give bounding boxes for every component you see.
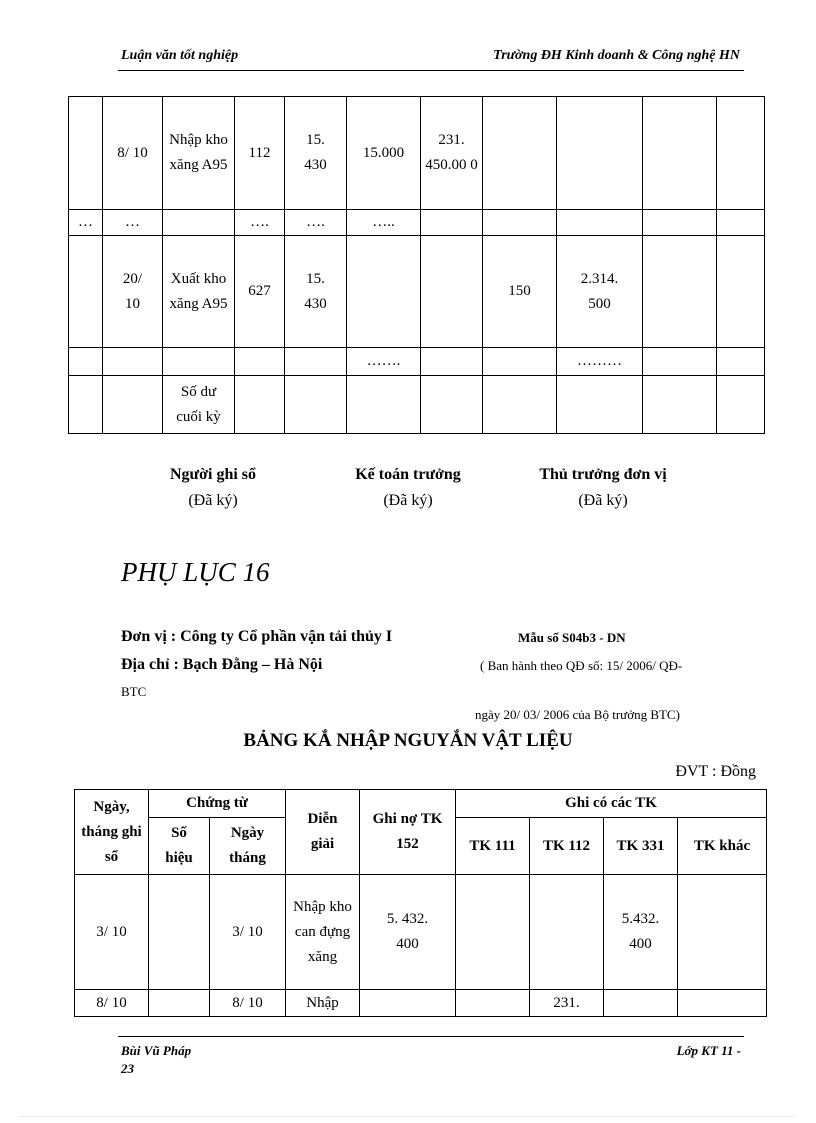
form-number: Mẫu số S04b3 - DN (518, 630, 626, 645)
signature-chief-accountant (328, 462, 488, 514)
cell (717, 376, 765, 434)
col-header-tk-other: TK khác (678, 818, 767, 875)
company-btc: BTC (121, 684, 147, 699)
cell (421, 210, 483, 236)
page-edge (20, 1116, 796, 1117)
cell (643, 236, 717, 348)
cell (483, 348, 557, 376)
cell (643, 376, 717, 434)
cell: 627 (235, 236, 285, 348)
cell: Xuất kho xăng A95 (163, 236, 235, 348)
cell (717, 236, 765, 348)
cell (421, 348, 483, 376)
table-body (75, 875, 767, 1017)
cell: 8/ 10 (75, 990, 149, 1017)
header-row (75, 790, 767, 818)
cell (347, 236, 421, 348)
cell: 112 (235, 97, 285, 210)
header-left: Luận văn tốt nghiệp (121, 48, 239, 63)
materials-table (74, 789, 767, 1017)
table-row (69, 236, 765, 348)
signature-unit-head (513, 462, 693, 514)
company-address: Địa chỉ : Bạch Đằng – Hà Nội (121, 656, 323, 673)
cell (678, 875, 767, 990)
table-row (75, 875, 767, 990)
cell: 15. 430 (285, 97, 347, 210)
cell: …. (235, 210, 285, 236)
cell: 20/ 10 (103, 236, 163, 348)
cell (163, 348, 235, 376)
cell (678, 990, 767, 1017)
cell: ……. (347, 348, 421, 376)
cell: …. (285, 210, 347, 236)
table-row (69, 348, 765, 376)
currency-unit: ĐVT : Đồng (675, 763, 756, 780)
cell (643, 348, 717, 376)
cell (643, 97, 717, 210)
cell: Nhập kho xăng A95 (163, 97, 235, 210)
footer-rule (118, 1036, 744, 1037)
cell: Nhập kho can đựng xăng (286, 875, 360, 990)
cell (604, 990, 678, 1017)
issued-by: ( Ban hành theo QĐ số: 15/ 2006/ QĐ- (480, 658, 683, 673)
cell (103, 376, 163, 434)
ledger-body (69, 97, 765, 434)
cell: 15.000 (347, 97, 421, 210)
table-row (69, 376, 765, 434)
cell (163, 210, 235, 236)
col-header-description: Diễn giải (286, 790, 360, 875)
col-header-credit: Ghi có các TK (456, 790, 767, 818)
cell (483, 210, 557, 236)
cell (483, 97, 557, 210)
cell (235, 348, 285, 376)
table-head (75, 790, 767, 875)
table-row (69, 97, 765, 210)
cell: ….. (347, 210, 421, 236)
footer-class: Lớp KT 11 - (676, 1043, 741, 1058)
cell: 2.314. 500 (557, 236, 643, 348)
cell (149, 990, 210, 1017)
col-header-tk112: TK 112 (530, 818, 604, 875)
cell (557, 376, 643, 434)
cell: 231. (530, 990, 604, 1017)
cell (285, 376, 347, 434)
cell (456, 875, 530, 990)
signature-status: (Đã ký) (188, 492, 238, 509)
cell: 8/ 10 (103, 97, 163, 210)
cell: 150 (483, 236, 557, 348)
col-header-tk331: TK 331 (604, 818, 678, 875)
cell (69, 376, 103, 434)
header-rule (118, 70, 744, 71)
cell (643, 210, 717, 236)
table-title: BẢNG KẮ NHẬP NGUYẮN VẬT LIỆU (243, 730, 573, 751)
cell (483, 376, 557, 434)
cell (456, 990, 530, 1017)
cell: 3/ 10 (75, 875, 149, 990)
cell: 5.432. 400 (604, 875, 678, 990)
issued-date: ngày 20/ 03/ 2006 của Bộ trưởng BTC) (475, 707, 680, 722)
header-right: Trường ĐH Kinh doanh & Công nghệ HN (493, 48, 740, 63)
cell (530, 875, 604, 990)
table-row (75, 990, 767, 1017)
signature-recorder (138, 462, 288, 514)
cell: 15. 430 (285, 236, 347, 348)
cell: 231. 450.00 0 (421, 97, 483, 210)
footer-author: Bùi Vũ Pháp (121, 1043, 192, 1058)
cell: … (103, 210, 163, 236)
cell: Nhập (286, 990, 360, 1017)
col-header-voucher: Chứng từ (149, 790, 286, 818)
cell (235, 376, 285, 434)
col-header-tk111: TK 111 (456, 818, 530, 875)
cell (421, 376, 483, 434)
signature-title: Người ghi sổ (169, 466, 257, 483)
col-header-voucher-no: Số hiệu (149, 818, 210, 875)
cell (360, 990, 456, 1017)
signature-status: (Đã ký) (578, 492, 628, 509)
cell (717, 210, 765, 236)
signature-title: Thủ trưởng đơn vị (539, 466, 667, 483)
cell (557, 210, 643, 236)
cell: 5. 432. 400 (360, 875, 456, 990)
table-row (69, 210, 765, 236)
cell: 8/ 10 (210, 990, 286, 1017)
col-header-voucher-date: Ngày tháng (210, 818, 286, 875)
signature-title: Kế toán trưởng (355, 466, 461, 483)
cell (285, 348, 347, 376)
cell: 3/ 10 (210, 875, 286, 990)
company-unit: Đơn vị : Công ty Cổ phần vận tải thủy I (121, 628, 393, 645)
cell (421, 236, 483, 348)
cell (717, 97, 765, 210)
cell: Số dư cuối kỳ (163, 376, 235, 434)
appendix-title: PHỤ LỤC 16 (121, 557, 270, 587)
cell (149, 875, 210, 990)
cell: ……… (557, 348, 643, 376)
cell (103, 348, 163, 376)
cell (347, 376, 421, 434)
cell (717, 348, 765, 376)
col-header-date: Ngày, tháng ghi sổ (75, 790, 149, 875)
footer-page-number: 23 (121, 1061, 134, 1076)
signature-status: (Đã ký) (383, 492, 433, 509)
col-header-debit: Ghi nợ TK 152 (360, 790, 456, 875)
cell (69, 236, 103, 348)
cell (69, 97, 103, 210)
cell: … (69, 210, 103, 236)
ledger-table-continued (68, 96, 765, 434)
cell (557, 97, 643, 210)
cell (69, 348, 103, 376)
